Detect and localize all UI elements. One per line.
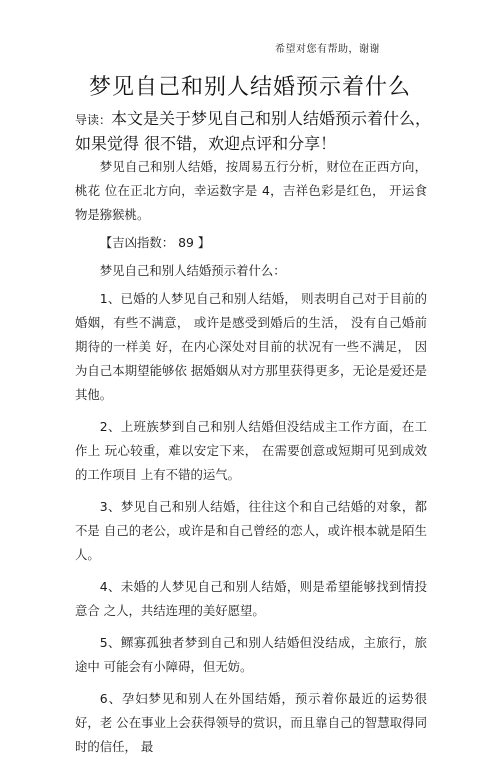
header-note: 希望对您有帮助，谢谢 — [275, 44, 380, 55]
paragraph-item-3: 3、梦见自己和别人结婚，往往这个和自己结婚的对象，都不是 自己的老公，或许是和自己曾经的恋人，或许根本就是陌生人。 — [75, 499, 427, 562]
paragraph-item-2: 2、上班族梦到自己和别人结婚但没结成主工作方面，在工作上 玩心较重，难以安定下来， 在需要创意或短期可见到成效的工作项目 上有不错的运气。 — [75, 419, 427, 482]
paragraph-summary: 梦见自己和别人结婚，按周易五行分析，财位在正西方向，桃花 位在正北方向，幸运数字是 4，吉祥色彩是红色， 开运食物是猕猴桃。 — [75, 159, 427, 222]
paragraph-item-4: 4、未婚的人梦见自己和别人结婚，则是希望能够找到情投意合 之人，共结连理的美好愿望。 — [75, 579, 427, 618]
paragraph-item-5: 5、鳏寡孤独者梦到自己和别人结婚但没结成，主旅行，旅途中 可能会有小障碍，但无妨。 — [75, 635, 427, 674]
intro-text: 本文是关于梦见自己和别人结婚预示着什么，如果觉得 很不错，欢迎点评和分享！ — [75, 109, 432, 153]
document-title: 梦见自己和别人结婚预示着什么 — [88, 75, 411, 100]
document-body — [75, 155, 427, 767]
intro-lead: 导读： — [75, 113, 112, 127]
paragraph-section-heading: 梦见自己和别人结婚预示着什么： — [99, 263, 286, 278]
paragraph-fortune-index: 【吉凶指数： 89 】 — [99, 235, 211, 250]
paragraph-item-6: 6、孕妇梦见和别人在外国结婚，预示着你最近的运势很好，老 公在事业上会获得领导的赏识，而且靠自己的智慧取得同时的信任， 最 — [75, 691, 427, 754]
paragraph-item-1: 1、已婚的人梦见自己和别人结婚， 则表明自己对于目前的婚姻，有些不满意， 或许是感受到婚后的生活， 没有自己婚前期待的一样美 好，在内心深处对目前的状况有一些不满足， 因为自己本期望能够依 据婚姻从对方那里获得更多，无论是爱还是其他。 — [75, 291, 427, 402]
intro-section — [75, 107, 445, 156]
